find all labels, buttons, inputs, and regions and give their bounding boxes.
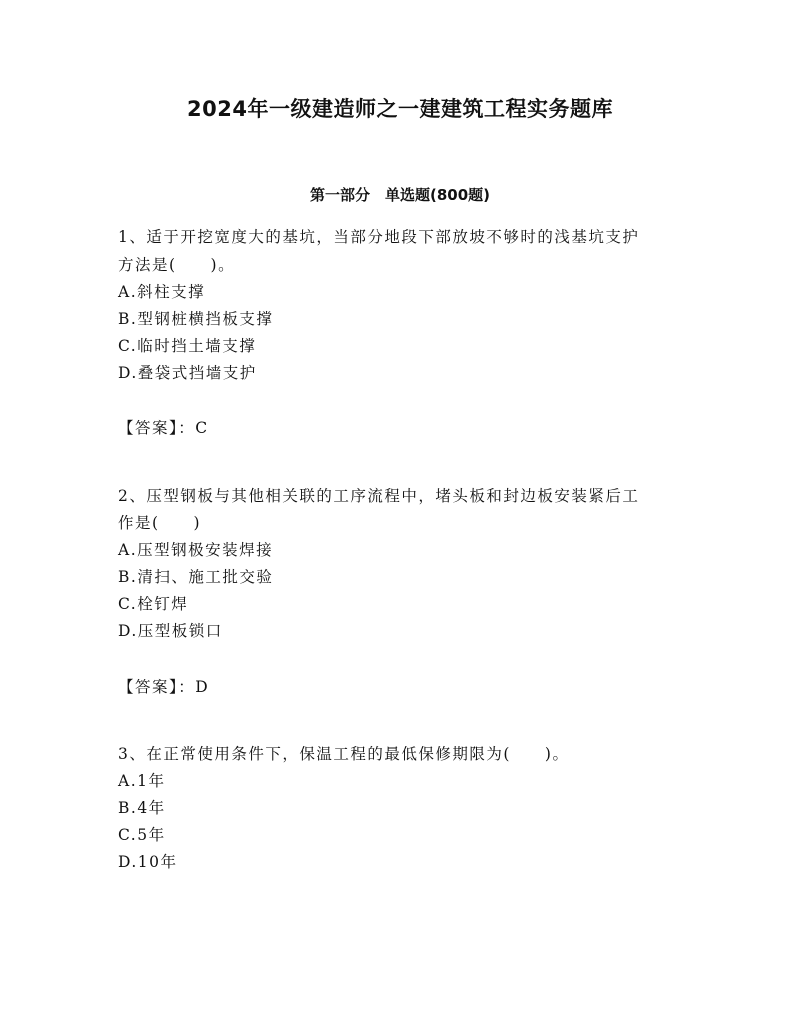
section-heading: 第一部分 单选题(800题) bbox=[309, 186, 491, 204]
question-2-option-d: D.压型板锁口 bbox=[118, 622, 223, 640]
question-1-option-d: D.叠袋式挡墙支护 bbox=[118, 364, 257, 382]
question-1-option-c: C.临时挡土墙支撑 bbox=[118, 337, 257, 355]
question-1-stem-line-2: 方法是( )。 bbox=[118, 256, 236, 274]
question-2-stem-line-1: 2、压型钢板与其他相关联的工序流程中，堵头板和封边板安装紧后工 bbox=[118, 487, 640, 505]
question-2-answer: 【答案】：D bbox=[118, 678, 210, 696]
document-title: 2024年一级建造师之一建建筑工程实务题库 bbox=[187, 97, 613, 121]
question-3-option-b: B.4年 bbox=[118, 799, 166, 817]
question-1-option-b: B.型钢桩横挡板支撑 bbox=[118, 310, 274, 328]
question-2-option-c: C.栓钉焊 bbox=[118, 595, 189, 613]
question-1-stem-line-1: 1、适于开挖宽度大的基坑，当部分地段下部放坡不够时的浅基坑支护 bbox=[118, 228, 640, 246]
question-2-option-a: A.压型钢极安装焊接 bbox=[118, 541, 274, 559]
question-3-option-a: A.1年 bbox=[118, 772, 166, 790]
question-1-option-a: A.斜柱支撑 bbox=[118, 283, 206, 301]
question-3-stem-line-1: 3、在正常使用条件下，保温工程的最低保修期限为( )。 bbox=[118, 745, 570, 763]
question-2-stem-line-2: 作是( ) bbox=[118, 514, 202, 532]
question-1-answer: 【答案】：C bbox=[118, 419, 209, 437]
question-3-option-d: D.10年 bbox=[118, 853, 178, 871]
question-2-option-b: B.清扫、施工批交验 bbox=[118, 568, 274, 586]
question-3-option-c: C.5年 bbox=[118, 826, 166, 844]
